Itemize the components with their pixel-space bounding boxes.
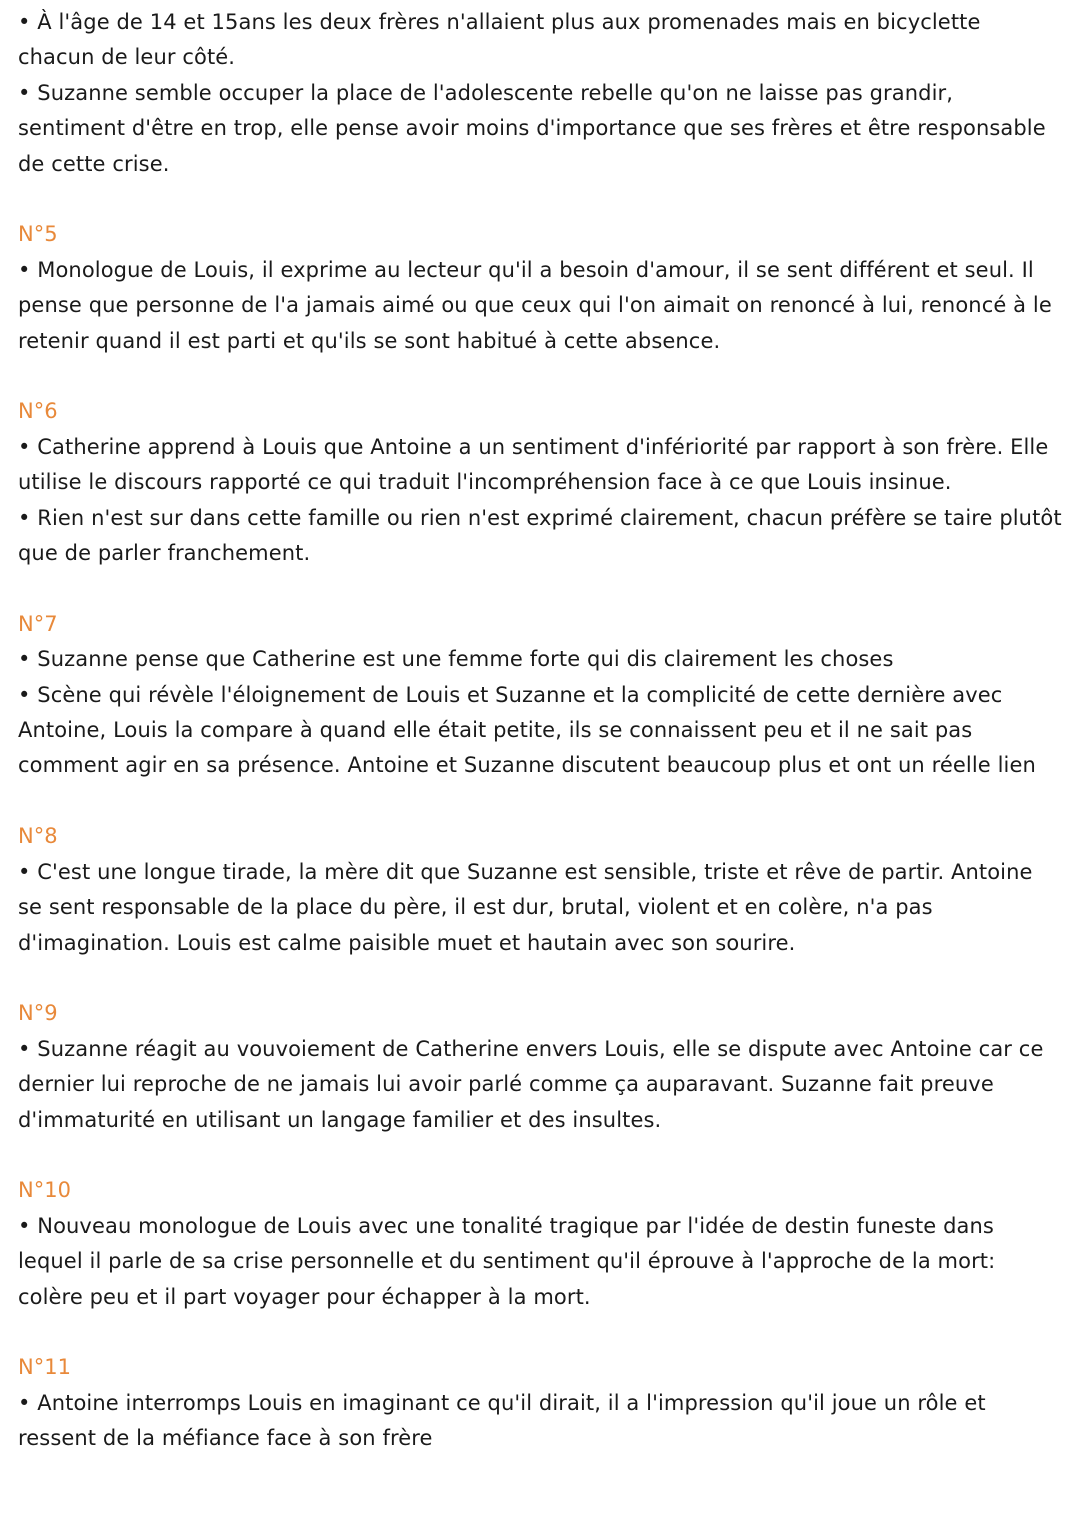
section-n7 xyxy=(18,607,1062,784)
section-n9 xyxy=(18,996,1062,1138)
spacer xyxy=(18,359,1062,394)
paragraph: • Suzanne pense que Catherine est une femme forte qui dis clairement les choses xyxy=(18,647,894,672)
paragraph: • Scène qui révèle l'éloignement de Louis et Suzanne et la complicité de cette dernière avec Antoine, Louis la compare à quand elle était petite, ils se connaissent peu et il ne sait pas comment agir en sa présence. Antoine et Suzanne discutent beaucoup plus et ont un réelle lien xyxy=(18,682,1036,778)
paragraph: • Suzanne réagit au vouvoiement de Catherine envers Louis, elle se dispute avec Antoine car ce dernier lui reproche de ne jamais lui avoir parlé comme ça auparavant. Suzanne fait preuve d'immaturité en utilisant un langage familier et des insultes. xyxy=(18,1036,1044,1132)
section-heading: N°11 xyxy=(18,1355,71,1380)
section-heading: N°5 xyxy=(18,222,58,247)
section-n6 xyxy=(18,394,1062,571)
section-heading: N°9 xyxy=(18,1001,58,1026)
section-heading: N°10 xyxy=(18,1178,71,1203)
section-n10 xyxy=(18,1173,1062,1315)
paragraph: • Rien n'est sur dans cette famille ou rien n'est exprimé clairement, chacun préfère se taire plutôt que de parler franchement. xyxy=(18,505,1062,566)
section-heading: N°8 xyxy=(18,824,58,849)
section-n8 xyxy=(18,819,1062,961)
section-n5 xyxy=(18,217,1062,359)
spacer xyxy=(18,784,1062,819)
spacer xyxy=(18,1315,1062,1350)
section-n11 xyxy=(18,1350,1062,1456)
paragraph: • C'est une longue tirade, la mère dit que Suzanne est sensible, triste et rêve de partir. Antoine se sent responsable de la place du père, il est dur, brutal, violent et en colère, n'a pas d'imagination. Louis est calme paisible muet et hautain avec son sourire. xyxy=(18,859,1033,955)
spacer xyxy=(18,1138,1062,1173)
paragraph: • Catherine apprend à Louis que Antoine a un sentiment d'infériorité par rapport à son frère. Elle utilise le discours rapporté ce qui traduit l'incompréhension face à ce que Louis insinue. xyxy=(18,434,1049,495)
spacer xyxy=(18,961,1062,996)
section-heading: N°6 xyxy=(18,399,58,424)
spacer xyxy=(18,571,1062,606)
spacer xyxy=(18,182,1062,217)
intro-section xyxy=(18,5,1062,182)
paragraph: • Monologue de Louis, il exprime au lecteur qu'il a besoin d'amour, il se sent différent et seul. Il pense que personne de l'a jamais aimé ou que ceux qui l'on aimait on renoncé à lui, renoncé à le retenir quand il est parti et qu'ils se sont habitué à cette absence. xyxy=(18,257,1052,353)
paragraph: • Antoine interromps Louis en imaginant ce qu'il dirait, il a l'impression qu'il joue un rôle et ressent de la méfiance face à son frère xyxy=(18,1390,986,1451)
paragraph: • Nouveau monologue de Louis avec une tonalité tragique par l'idée de destin funeste dans lequel il parle de sa crise personnelle et du sentiment qu'il éprouve à l'approche de la mort: colère peu et il part voyager pour échapper à la mort. xyxy=(18,1213,996,1309)
paragraph: • Suzanne semble occuper la place de l'adolescente rebelle qu'on ne laisse pas grandir, sentiment d'être en trop, elle pense avoir moins d'importance que ses frères et être responsable de cette crise. xyxy=(18,80,1046,176)
section-heading: N°7 xyxy=(18,611,58,636)
paragraph: • À l'âge de 14 et 15ans les deux frères n'allaient plus aux promenades mais en bicyclette chacun de leur côté. xyxy=(18,10,981,70)
